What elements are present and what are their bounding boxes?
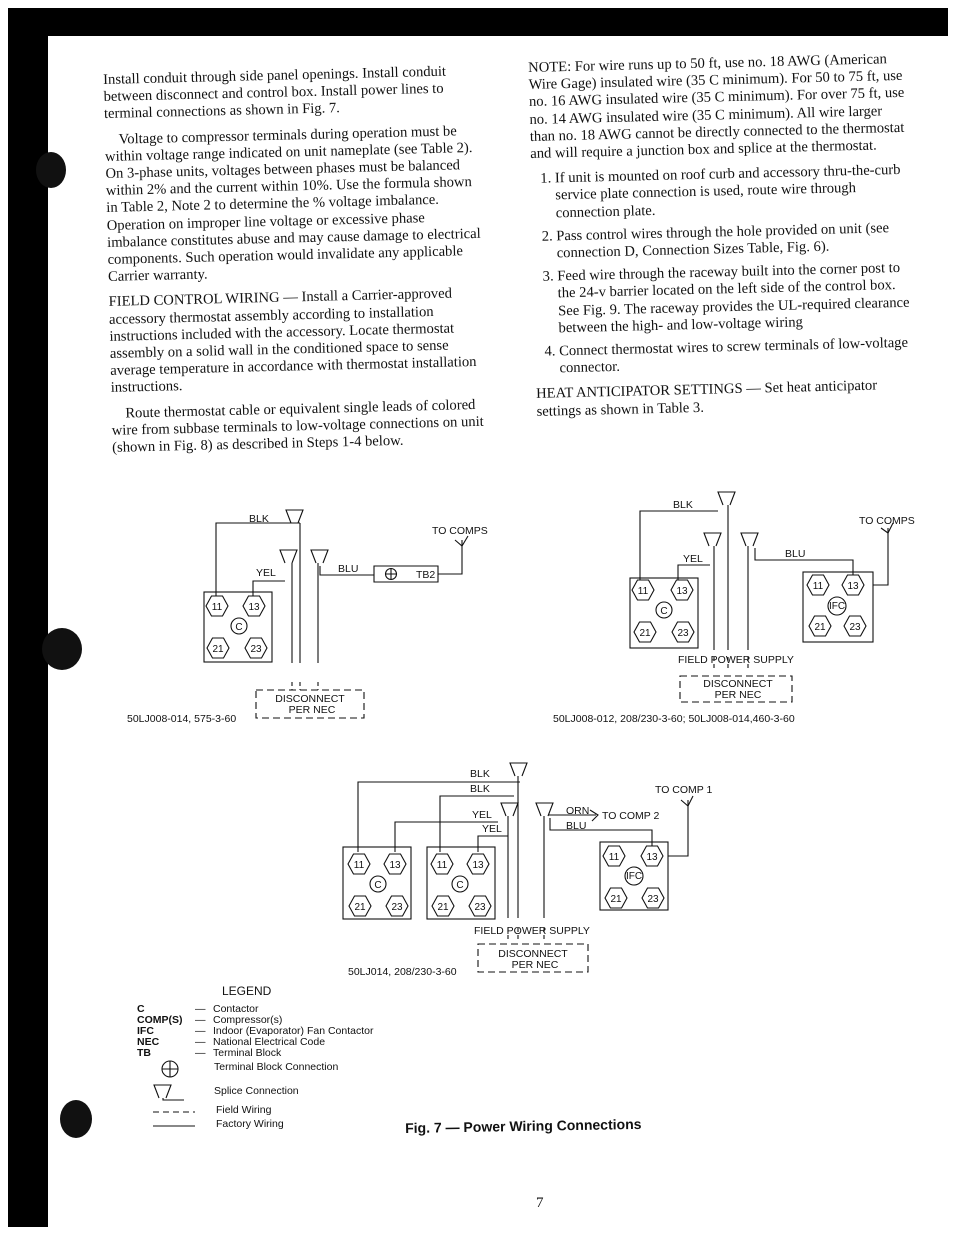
terminal-23: 23 xyxy=(647,894,659,905)
legend-splice-connection: Splice Connection xyxy=(214,1085,299,1097)
terminal-11: 11 xyxy=(211,602,223,613)
legend-desc: Indoor (Evaporator) Fan Contactor xyxy=(213,1025,374,1037)
contactor-c: C xyxy=(374,880,382,891)
terminal-11: 11 xyxy=(608,852,620,863)
paragraph-install-conduit: Install conduit through side panel openings. Install conduit between disconnect and control box. Install power lines to terminal connections as shown in Fig. 7. xyxy=(103,63,447,123)
label-blk: BLK xyxy=(673,499,693,511)
label-field-power-supply: FIELD POWER SUPPLY xyxy=(474,925,590,937)
terminal-13: 13 xyxy=(248,602,260,613)
figure-title: Fig. 7 — Power Wiring Connections xyxy=(405,1115,642,1136)
legend-abbr: COMP(S) xyxy=(137,1014,183,1026)
label-blu: BLU xyxy=(338,563,359,575)
terminal-21: 21 xyxy=(354,902,366,913)
label-field-power-supply: FIELD POWER SUPPLY xyxy=(678,654,794,666)
terminal-21: 21 xyxy=(212,644,224,655)
step-item: 3. Feed wire through the raceway built into the corner post to the 24-v barrier located on the left side of the control box. See Fig. 9. The raceway provides the UL-required clearance between the high- and low-voltage wiring xyxy=(557,260,913,337)
wire-yel-2 xyxy=(478,836,508,852)
step-item: 1. If unit is mounted on roof curb and accessory thru-the-curb service plate connection is used, route wire through connection plate. xyxy=(555,162,910,222)
label-blk-2: BLK xyxy=(470,783,490,795)
page-number: 7 xyxy=(536,1195,544,1211)
legend-abbr: NEC xyxy=(137,1036,160,1048)
label-blu: BLU xyxy=(785,548,806,560)
legend-factory-wiring: Factory Wiring xyxy=(216,1118,284,1130)
paragraph-voltage: Voltage to compressor terminals during operation must be within voltage range indicated on unit nameplate (see Table 2). On 3-phase units, voltages between phases must be balanced within 2% and the current within 10%. Use the formula shown in Table 2, Note 2 to determine the % voltage imbalance. Operation on improper line voltage or excessive phase imbalance constitutes abuse and may cause damage to electrical components. Such operation would invalidate any applicable Carrier warranty. xyxy=(104,122,481,286)
splice-symbol xyxy=(154,1085,184,1100)
caption-diagram1: 50LJ008-014, 575-3-60 xyxy=(127,713,237,725)
contactor-c: C xyxy=(660,606,668,617)
terminal-11: 11 xyxy=(637,586,649,597)
terminal-13: 13 xyxy=(646,852,658,863)
label-to-comp2: TO COMP 2 xyxy=(602,810,660,822)
terminal-11: 11 xyxy=(812,581,824,592)
label-blk-1: BLK xyxy=(470,768,490,780)
label-to-comps: TO COMPS xyxy=(432,525,488,537)
splice-blk xyxy=(718,492,735,650)
label-yel: YEL xyxy=(683,553,703,565)
legend-desc: Terminal Block xyxy=(213,1047,282,1059)
splice-yel xyxy=(704,533,721,650)
legend-abbreviations: C — Contactor COMP(S) — Compressor(s) IFC — Indoor (Evaporator) Fan Contactor NEC — National Electrical Code TB — Terminal Block xyxy=(137,1004,453,1059)
paragraph-route-thermostat: Route thermostat cable or equivalent single leads of colored wire from subbase terminals to low-voltage connections on unit (shown in Fig. 8) as described in Steps 1-4 below. xyxy=(111,396,484,456)
wire-to-comp1 xyxy=(668,800,688,856)
terminal-11: 11 xyxy=(353,860,365,871)
caption-diagram3: 50LJ014, 208/230-3-60 xyxy=(348,966,457,978)
paragraph-field-control-wiring: FIELD CONTROL WIRING — Install a Carrier-approved accessory thermostat assembly according to installation instructions included with the accessory. Locate thermostat assembly on a solid wall in the conditioned space to sense average temperature in accordance with thermostat installation instructions. xyxy=(108,285,477,397)
label-per-nec: PER NEC xyxy=(511,959,559,971)
splice-blk xyxy=(286,510,303,663)
label-disconnect: DISCONNECT xyxy=(275,693,345,705)
step-item: 4. Connect thermostat wires to screw terminals of low-voltage connector. xyxy=(559,335,914,378)
contactor-ifc: IFC xyxy=(625,871,643,882)
label-yel-1: YEL xyxy=(472,809,492,821)
terminal-13: 13 xyxy=(389,860,401,871)
terminal-23: 23 xyxy=(474,902,486,913)
wire-blk-2 xyxy=(440,796,514,852)
label-tb2: TB2 xyxy=(416,569,436,581)
terminal-symbols xyxy=(206,575,866,916)
legend-desc: National Electrical Code xyxy=(213,1036,326,1048)
terminal-23: 23 xyxy=(391,902,403,913)
terminal-23: 23 xyxy=(677,628,689,639)
splice-blk xyxy=(510,763,527,918)
legend-terminal-block-connection: Terminal Block Connection xyxy=(214,1061,339,1073)
label-to-comps: TO COMPS xyxy=(859,515,915,527)
label-yel-2: YEL xyxy=(482,823,502,835)
caption-diagram2: 50LJ008-012, 208/230-3-60; 50LJ008-014,460-3-60 xyxy=(553,713,795,725)
terminal-11: 11 xyxy=(436,860,448,871)
terminal-13: 13 xyxy=(676,586,688,597)
diagram-208-460v xyxy=(630,492,893,702)
label-disconnect: DISCONNECT xyxy=(498,948,568,960)
arrow-to-comp1 xyxy=(681,796,693,806)
wire-blk-1 xyxy=(358,782,520,852)
label-blk: BLK xyxy=(249,513,269,525)
label-yel: YEL xyxy=(256,567,276,579)
label-per-nec: PER NEC xyxy=(288,704,336,716)
splice-yel xyxy=(280,550,297,663)
legend-desc: Contactor xyxy=(213,1003,259,1015)
terminal-21: 21 xyxy=(814,622,826,633)
contactor-c: C xyxy=(456,880,464,891)
wire-to-comps xyxy=(873,528,888,585)
label-disconnect: DISCONNECT xyxy=(703,678,773,690)
label-per-nec: PER NEC xyxy=(714,689,762,701)
splice-yel xyxy=(501,803,518,918)
terminal-21: 21 xyxy=(610,894,622,905)
label-to-comp1: TO COMP 1 xyxy=(655,784,713,796)
wire-yel xyxy=(678,565,710,581)
terminal-13: 13 xyxy=(847,581,859,592)
contactor-c: C xyxy=(235,622,243,633)
legend-symbols xyxy=(153,1061,195,1126)
wire-blk xyxy=(640,511,718,581)
terminal-23: 23 xyxy=(250,644,262,655)
terminal-21: 21 xyxy=(639,628,651,639)
legend-abbr: C xyxy=(137,1003,145,1015)
paragraph-wire-note: NOTE: For wire runs up to 50 ft, use no. 18 AWG (American Wire Gage) insulated wire (35 C minimum). For 50 to 75 ft, use no. 16 AWG insulated wire (35 C minimum). For over 75 ft, use no. 14 AWG insulated wire (35 C minimum). All wire larger than no. 18 AWG cannot be directly connected to the thermostat and will require a junction box and splice at the thermostat. xyxy=(528,51,905,162)
legend-abbr: TB xyxy=(137,1047,151,1059)
label-blu: BLU xyxy=(566,820,587,832)
wire-to-comps xyxy=(438,540,462,574)
contactor-ifc: IFC xyxy=(828,601,846,612)
terminal-21: 21 xyxy=(437,902,449,913)
legend-abbr: IFC xyxy=(137,1025,154,1037)
paragraph-heat-anticipator: HEAT ANTICIPATOR SETTINGS — Set heat anticipator settings as shown in Table 3. xyxy=(535,378,878,420)
wire-blk xyxy=(216,523,300,596)
diagram-575v xyxy=(204,510,468,718)
wire-yel xyxy=(253,581,285,596)
legend-field-wiring: Field Wiring xyxy=(216,1104,272,1116)
terminal-13: 13 xyxy=(472,860,484,871)
terminal-23: 23 xyxy=(849,622,861,633)
legend-title: LEGEND xyxy=(222,984,272,998)
label-orn: ORN xyxy=(566,805,590,817)
legend-desc: Compressor(s) xyxy=(213,1014,283,1026)
step-item: 2. Pass control wires through the hole provided on unit (see connection D, Connection Sizes Table, Fig. 6). xyxy=(556,220,911,263)
